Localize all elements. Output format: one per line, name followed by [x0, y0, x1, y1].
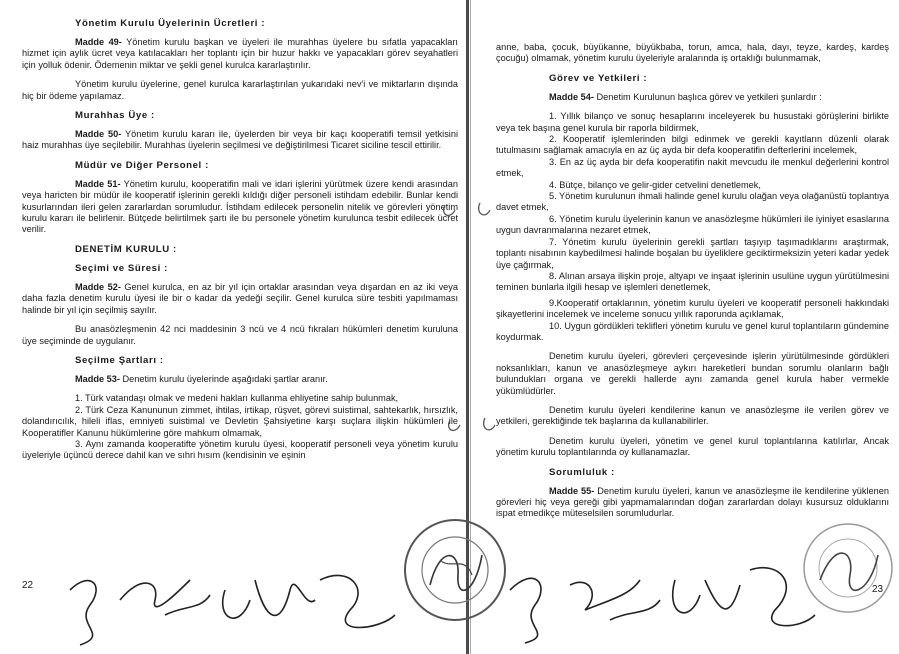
article-53: [22, 374, 458, 385]
list-item: 6. Yönetim kurulu üyelerinin kanun ve anasözleşme hükümleri ile iyiniyet esaslarına uygun davranmalarına nezaret etmek,: [496, 213, 889, 236]
article-text: Yönetim kurulu başkan ve üyeleri ile murahhas üyelere bu sıfatla yapacakları hizmet için aylık ücret veya katılacakları her toplantı için bir huzur hakkı ve yapacakları görev seyahatleri için yolluk ödenir. Ödemenin miktar ve şekli genel kurulca kararlaştırılır.: [22, 37, 458, 70]
paragraph: Yönetim kurulu üyelerine, genel kurulca kararlaştırılan yukarıdaki nev'i ve miktarların dışında hiç bir ödeme yapılamaz.: [22, 79, 458, 101]
page-number-left: 22: [22, 580, 34, 591]
article-49: [22, 37, 458, 71]
section-heading: Seçimi ve Süresi :: [75, 262, 168, 274]
article-55: [496, 486, 889, 520]
article-text: Denetim kurulu üyeleri, kanun ve anasözleşme ile kendilerine yüklenen görevleri hiç veya gereği gibi yapmamalarından doğan zararlardan dolayı kusursuz olduklarını ispat etmedikçe müteselsilen sorumludurlar.: [496, 485, 889, 519]
list-item: 5. Yönetim kurulunun ihmali halinde genel kurulu olağan veya olağanüstü toplantıya davet etmek,: [496, 191, 890, 213]
list-item: 1. Yıllık bilanço ve sonuç hesaplarını inceleyerek bu husustaki görüşlerini birlikte veya tek başına genel kurula bir raporla bildirmek,: [496, 111, 889, 133]
paragraph: Bu anasözleşmenin 42 nci maddesinin 3 ncü ve 4 ncü fıkraları hükümleri denetim kuruluna üye seçiminde de uygulanır.: [22, 324, 458, 346]
article-50: [22, 129, 458, 152]
article-label: Madde 55-: [549, 485, 595, 496]
list-item: 3. En az üç ayda bir defa kooperatifin nakit mevcudu ile menkul değerlerini kontrol etmek,: [496, 156, 889, 179]
list-item: 8. Alınan arsaya ilişkin proje, altyapı ve inşaat işlerinin usulüne uygun yürütülmesini teminen bunlarla ilgili hesap ve işlemleri denetlemek,: [496, 270, 889, 293]
article-text: Denetim Kurulunun başlıca görev ve yetkileri şunlardır :: [593, 91, 822, 102]
article-label: Madde 50-: [75, 129, 122, 140]
section-heading: Murahhas Üye :: [75, 110, 155, 122]
signatures-left: [50, 560, 430, 652]
article-label: Madde 54-: [549, 91, 594, 102]
article-text: Yönetim kurulu, kooperatifin mali ve idari işlerini yürütmek üzere kendi arasından veya haricten bir müdür ile kooperatif işlerinin gerekli kıldığı diğer personeli istihdam edebilir. Bunlar kendi kusurlarından ileri gelen zararlardan sorumludur. İstihdam edilecek personelin nitelik ve görevleri yönetim kurulu kararı ile belirlenir. Bütçede belirtilmek şartı ile bu personele yönetim kurulunca tesbit edilecek ücret verilir.: [22, 178, 458, 235]
section-heading: Seçilme Şartları :: [75, 354, 164, 366]
article-text: Genel kurulca, en az bir yıl için ortaklar arasından veya dışardan en az iki veya daha fazla denetim kurulu üyesi ile bir o kadar da yedeği seçilir. Genel kurulca süre tesbiti yapılmaması halinde bir yıl için seçilmiş sayılır.: [22, 281, 458, 315]
list-item: 4. Bütçe, bilanço ve gelir-gider cetvelini denetlemek,: [549, 179, 761, 190]
article-52: [22, 282, 458, 316]
article-label: Madde 53-: [75, 373, 120, 384]
margin-mark: [435, 195, 495, 225]
list-item: 1. Türk vatandaşı olmak ve medeni hakları kullanma ehliyetine sahip bulunmak,: [75, 393, 399, 404]
paragraph: anne, baba, çocuk, büyükanne, büyükbaba, torun, amca, hala, dayı, teyze, kardeş, kardeş çocuğu) olmamak, yönetim kurulu üyeleriyle aralarında iş ortaklığı bulunmamak,: [496, 42, 889, 64]
list-item: 9.Kooperatif ortaklarının, yönetim kurulu üyeleri ve kooperatif personeli hakkındaki şikayetlerini incelemek ve inceleme sonucu yıllık raporunda açıklamak,: [496, 297, 889, 320]
list-item: 2. Türk Ceza Kanununun zimmet, ihtilas, irtikap, rüşvet, görevi suistimal, sahtekarlık, hırsızlık, dolandırıcılık, hileli iflas, emniyeti suistimal ve Devletin Şahsiyetine karşı suçlara ilişkin hükümleri ile Kooperatifler Kanunu hükümlerine göre mahkum olmamak,: [22, 404, 458, 438]
list-item: 7. Yönetim kurulu üyelerinin gerekli şartları taşıyıp taşımadıklarını araştırmak, toplantı nisabının kaybedilmesi halinde boşalan bu üyeliklere geciktirmeksizin yeteri kadar yedek üye çağırmak,: [496, 236, 889, 270]
margin-mark: [440, 410, 500, 440]
section-heading: Yönetim Kurulu Üyelerinin Ücretleri :: [75, 18, 266, 29]
signatures-right: [490, 555, 820, 647]
section-heading: Müdür ve Diğer Personel :: [75, 159, 209, 171]
paragraph: Denetim kurulu üyeleri, görevleri çerçevesinde işlerin yürütülmesinde gördükleri noksanlıkları, kanun ve anasözleşmeye aykırı hareketleri bundan sorumlu olanların bağlı bulundukları organa ve gerekli hallerde aynı zamanda genel kurula haber vermekle yükümlüdürler.: [496, 351, 889, 396]
article-text: Yönetim kurulu kararı ile, üyelerden bir veya bir kaçı kooperatifi temsil yetkisini haiz murahhas üye seçilebilir. Murahhas üyelerin seçilmesi ve değiştirilmesi Ticaret siciline tescil ettirilir.: [22, 129, 458, 151]
article-54: [496, 92, 889, 103]
article-text: Denetim kurulu üyelerinde aşağıdaki şartlar aranır.: [119, 373, 328, 384]
article-label: Madde 49-: [75, 37, 122, 47]
article-51: [22, 179, 458, 236]
section-heading: Görev ve Yetkileri :: [549, 72, 648, 84]
paragraph: Denetim kurulu üyeleri, yönetim ve genel kurul toplantılarına katılırlar, Ancak yönetim kurulu toplantılarında oy kullanamazlar.: [496, 435, 889, 458]
paragraph: Denetim kurulu üyeleri kendilerine kanun ve anasözleşme ile verilen görev ve yetkileri, gerektiğinde tek başlarına da kullanabilirler.: [496, 404, 889, 427]
chapter-heading: DENETİM KURULU :: [75, 243, 177, 255]
article-label: Madde 51-: [75, 178, 121, 189]
article-label: Madde 52-: [75, 281, 121, 292]
page-number-right: 23: [872, 584, 884, 595]
list-item: 2. Kooperatif işlemlerinden bilgi edinmek ve gerekli kayıtların düzenli olarak tutulmasını sağlamak amacıyla en az üç ayda bir defa kooperatifin defterlerini incelemek,: [496, 134, 889, 156]
section-heading: Sorumluluk :: [549, 466, 615, 478]
list-item: 3. Aynı zamanda kooperatifte yönetim kurulu üyesi, kooperatif personeli veya yönetim kurulu üyeleriyle üçüncü derece dahil kan ve sıhri hısım (kendisinin ve eşinin: [22, 438, 458, 461]
list-item: 10. Uygun gördükleri teklifleri yönetim kurulu ve genel kurul toplantıların gündemine koydurmak.: [496, 320, 889, 342]
